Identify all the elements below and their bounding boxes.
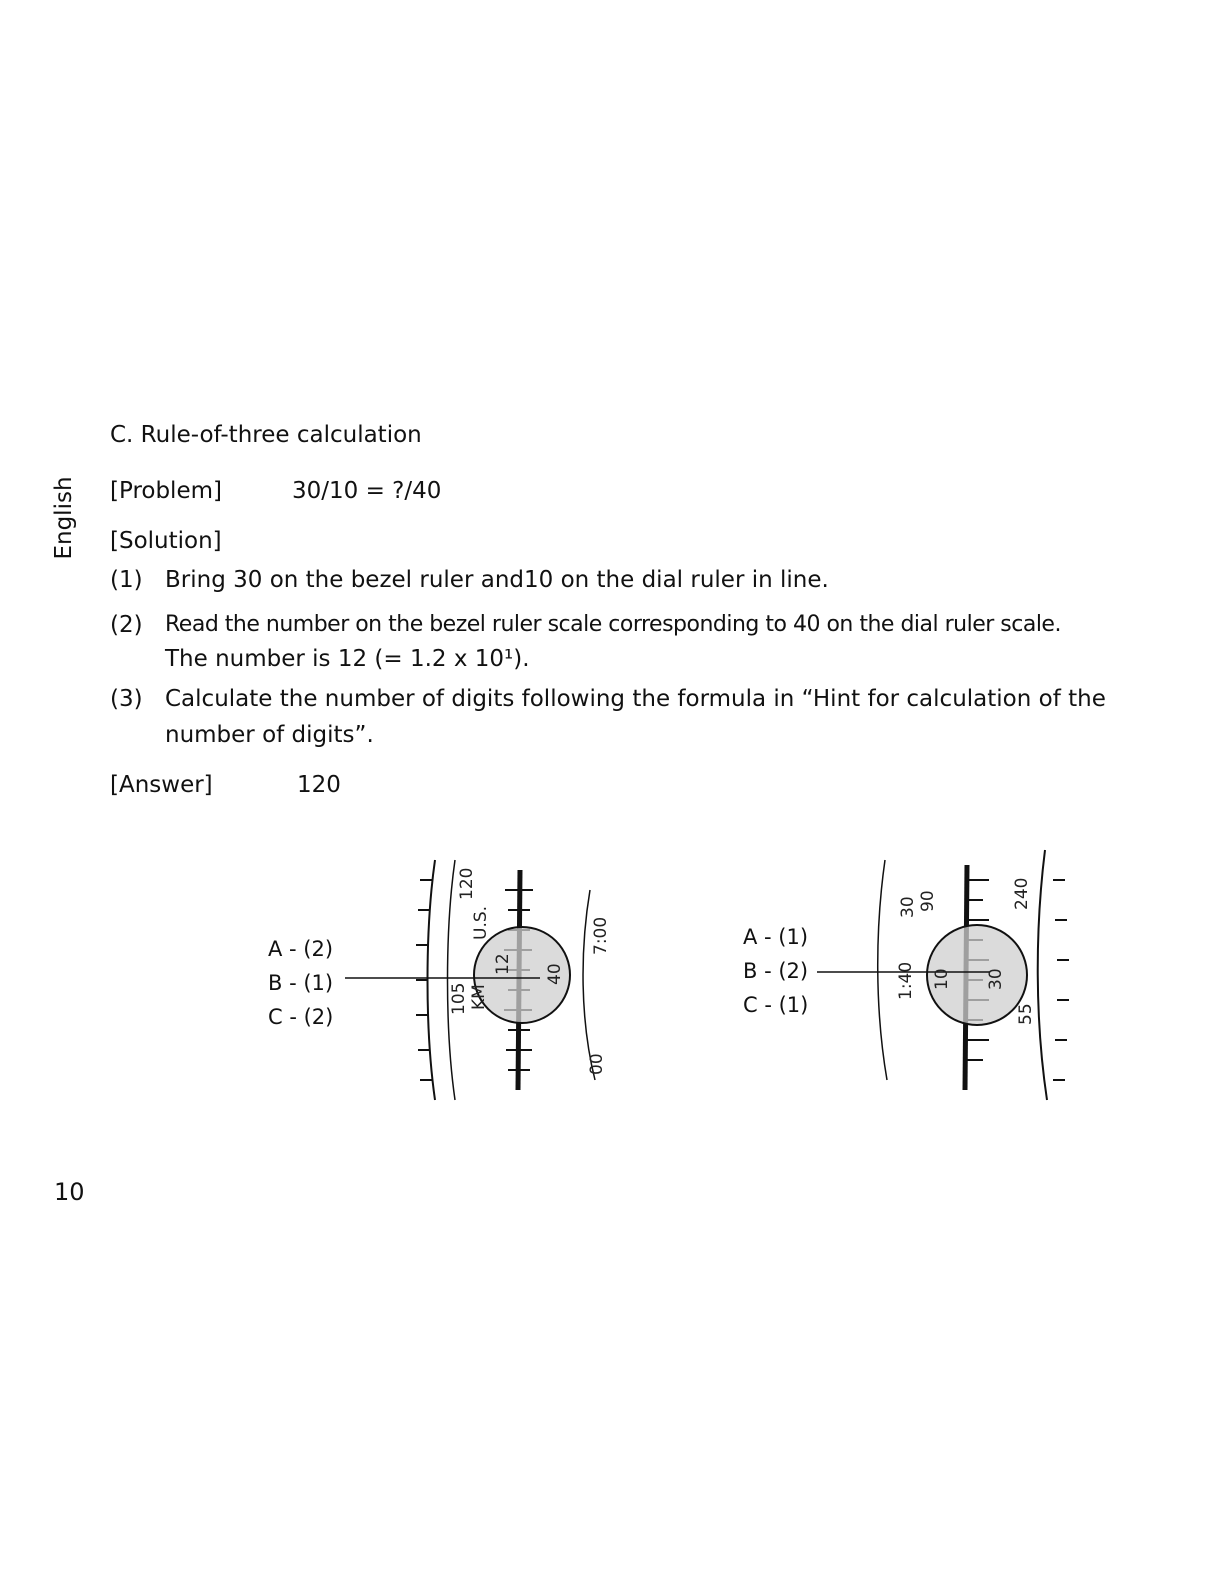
scale-text: 30: [986, 968, 1006, 990]
step-number: (2): [110, 612, 143, 638]
scale-text: 240: [1012, 877, 1032, 910]
step-text: Bring 30 on the bezel ruler and10 on the dial ruler in line.: [165, 567, 829, 593]
figure-label: C - (2): [268, 1005, 334, 1029]
step-text: Calculate the number of digits following the formula in “Hint for calculation of the: [165, 686, 1106, 712]
section-title: C. Rule-of-three calculation: [110, 422, 422, 448]
side-language-label: English: [51, 476, 77, 560]
step-text: number of digits”.: [165, 722, 374, 748]
figure-label: A - (1): [743, 925, 809, 949]
scale-text: 30: [898, 896, 918, 918]
step-number: (1): [110, 567, 143, 593]
problem-value: 30/10 = ?/40: [292, 478, 442, 504]
scale-text: 55: [1016, 1003, 1036, 1025]
scale-text: 90: [918, 890, 938, 912]
scale-text: 7:00: [591, 916, 611, 955]
scale-text: 1:40: [896, 961, 916, 1000]
step-text: The number is 12 (= 1.2 x 10¹).: [165, 646, 530, 672]
page-number: 10: [54, 1178, 85, 1206]
figure-label: A - (2): [268, 937, 334, 961]
scale-text: 105: [449, 982, 469, 1015]
figure-label: B - (2): [743, 959, 809, 983]
answer-label: [Answer]: [110, 772, 213, 798]
scale-text: 40: [545, 963, 565, 985]
figure-label: C - (1): [743, 993, 809, 1017]
scale-text: KM: [469, 984, 489, 1010]
scale-text: 10: [932, 968, 952, 990]
step-text: Read the number on the bezel ruler scale corresponding to 40 on the dial ruler scale.: [165, 612, 1061, 637]
step-number: (3): [110, 686, 143, 712]
bezel-figure-1: [250, 850, 630, 1110]
scale-text: 00: [587, 1053, 607, 1075]
scale-text: 120: [457, 867, 477, 900]
solution-label: [Solution]: [110, 528, 222, 554]
scale-text: 12: [493, 953, 513, 975]
scale-text: U.S.: [471, 905, 491, 940]
answer-value: 120: [297, 772, 341, 798]
problem-label: [Problem]: [110, 478, 222, 504]
bezel-figure-2: [735, 840, 1095, 1110]
figure-label: B - (1): [268, 971, 334, 995]
